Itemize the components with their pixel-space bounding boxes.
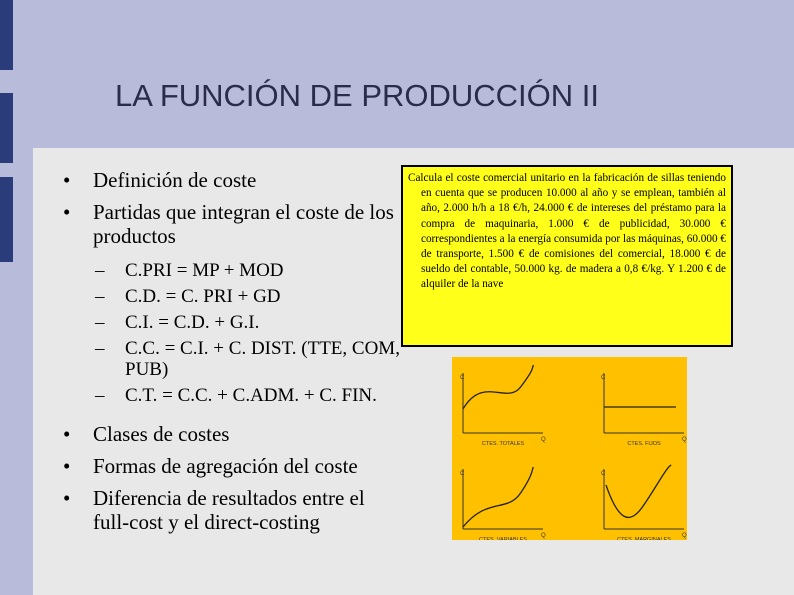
sub-bullet-item: – C.D. = C. PRI + GD [55, 286, 400, 307]
x-axis-label: Q [682, 533, 687, 539]
sub-bullet-item: – C.PRI = MP + MOD [55, 260, 400, 281]
x-axis-label: Q [541, 533, 546, 539]
cost-curve-chart [601, 465, 687, 540]
sub-bullet-list [55, 260, 400, 406]
cost-curves-figure [452, 357, 687, 540]
cost-curves-panel [452, 357, 687, 540]
exercise-text: Calcula el coste comercial unitario en la fabricación de sillas teniendo en cuenta que se producen 10.000 al año y se emplean, también al año, 2.000 h/h a 18 €/h, 24.000 € de intereses del préstamo para la compra de maquinaria, 1.000 € de publicidad, 30.000 € correspondientes a la energía consumida por las máquinas, 60.000 € de transporte, 1.500 € de comisiones del comercial, 18.000 € de sueldo del contable, 50.000 kg. de madera a 0,8 €/kg. Y 1.200 € de alquiler de la nave [408, 172, 726, 291]
cost-curve-chart [601, 373, 687, 447]
y-axis-label: C [460, 471, 465, 477]
bullet-item: • Definición de coste [55, 168, 400, 192]
cost-curve-chart [460, 365, 546, 447]
chart-caption: CTES. MARGINALES [617, 537, 671, 540]
bullet-item: • Clases de costes [55, 422, 400, 446]
side-bar-bottom [0, 177, 13, 262]
side-bar-middle [0, 93, 13, 163]
y-axis-label: C [601, 375, 606, 381]
bullet-list [55, 168, 400, 542]
chart-caption: CTES. VARIABLES [479, 537, 527, 540]
exercise-box [401, 165, 733, 347]
slide-title: LA FUNCIÓN DE PRODUCCIÓN II [115, 78, 599, 113]
sub-bullet-item: – C.I. = C.D. + G.I. [55, 312, 400, 333]
y-axis-label: C [601, 471, 606, 477]
bullet-item: • Partidas que integran el coste de los productos [55, 200, 400, 248]
cost-curve [463, 467, 533, 527]
sub-bullet-item: – C.C. = C.I. + C. DIST. (TTE, COM, PUB) [55, 338, 400, 380]
chart-caption: CTES. FIJOS [627, 441, 661, 447]
cost-curve-chart [460, 467, 546, 540]
cost-curve [463, 365, 533, 409]
x-axis-label: Q [541, 437, 546, 443]
cost-curve [606, 465, 671, 517]
y-axis-label: C [460, 375, 465, 381]
bullet-item: • Formas de agregación del coste [55, 454, 400, 478]
sub-bullet-item: – C.T. = C.C. + C.ADM. + C. FIN. [55, 385, 400, 406]
bullet-item: • Diferencia de resultados entre el full-cost y el direct-costing [55, 486, 400, 534]
chart-caption: CTES. TOTALES [481, 441, 525, 447]
side-bar-top [0, 0, 13, 70]
x-axis-label: Q [682, 437, 687, 443]
